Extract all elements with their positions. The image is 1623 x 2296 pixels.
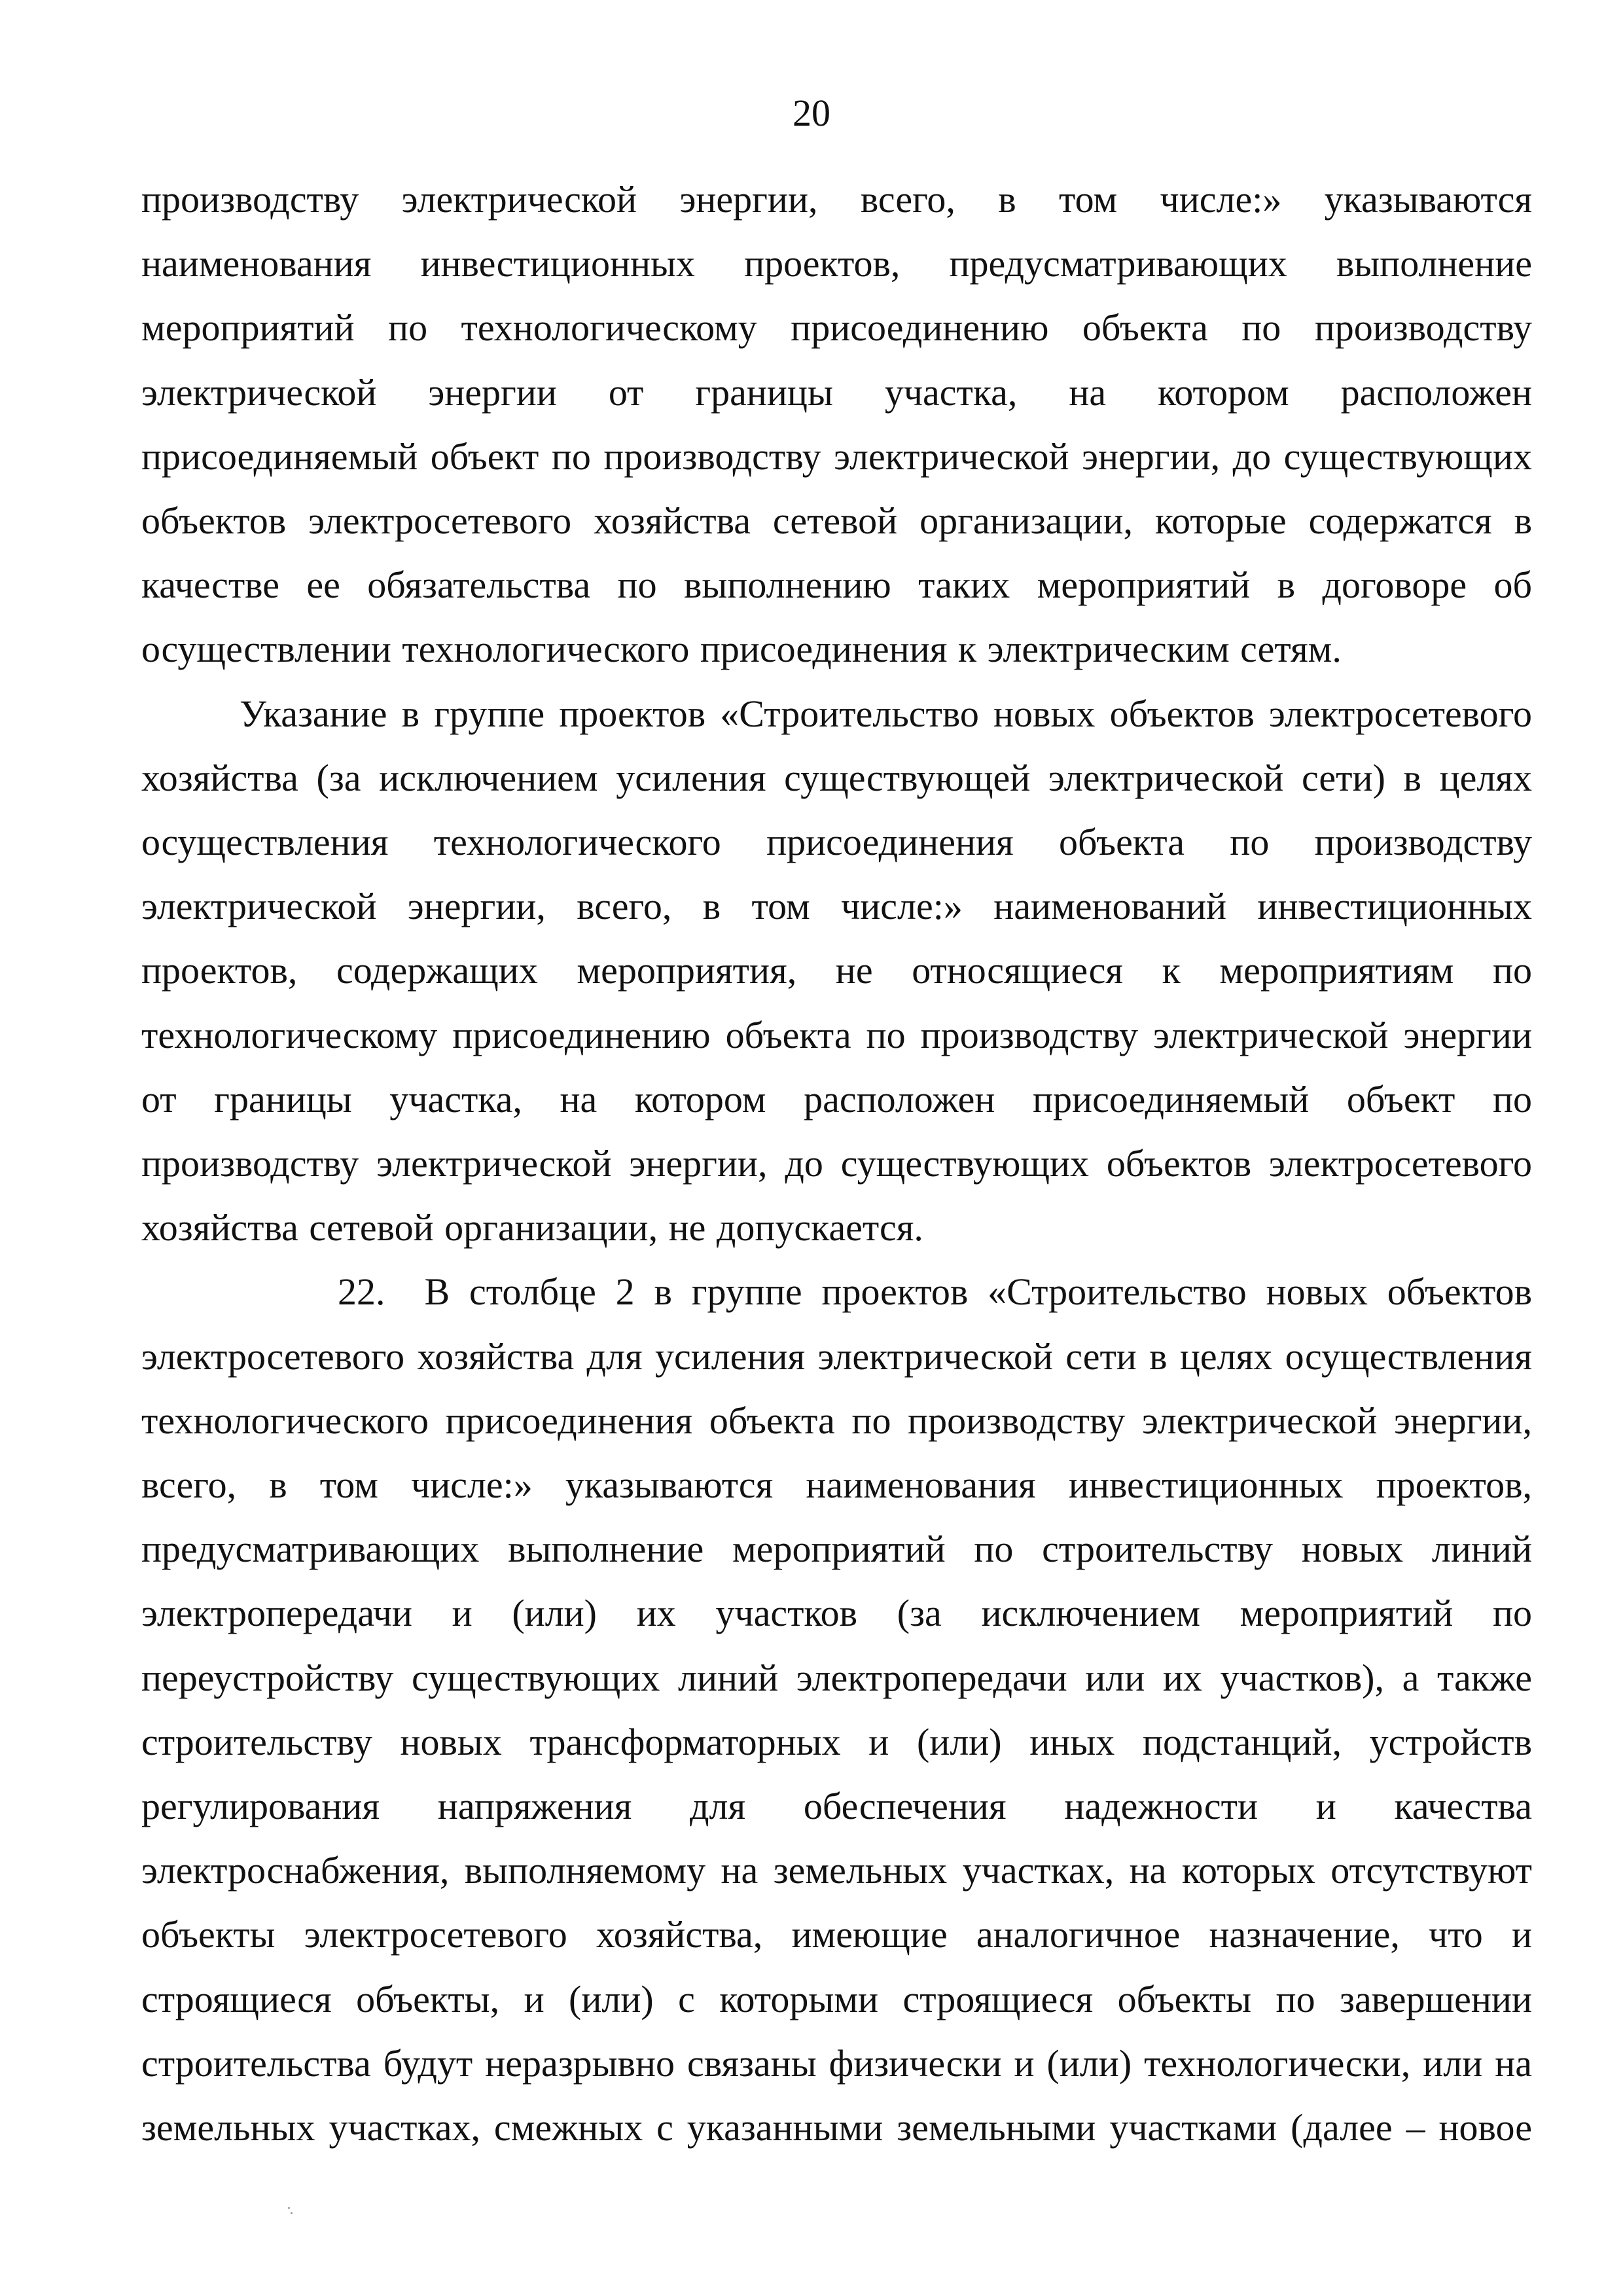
page-number: 20 <box>793 92 830 134</box>
paragraph-indication-rule: Указание в группе проектов «Строительство новых объектов электросетевого хозяйства (за исключением усиления существующей электрической сети) в целях осуществления технологического присоединения объекта по производству электрической энергии, всего, в том числе:» наименований инвестиционных проектов, содержащих мероприятия, не относящиеся к мероприятиям по технологическому присоединению объекта по производству электрической энергии от границы участка, на котором расположен присоединяемый объект по производству электрической энергии, до существующих объектов электросетевого хозяйства сетевой организации, не допускается. <box>141 692 1532 1249</box>
paragraph-number: 22. <box>338 1270 385 1314</box>
document-body <box>141 168 1532 2160</box>
paragraph-22 <box>141 1260 1532 2160</box>
paragraph-22-text: В столбце 2 в группе проектов «Строительство новых объектов электросетевого хозяйства для усиления электрической сети в целях осуществления технологического присоединения объекта по производству электрической энергии, всего, в том числе:» указываются наименования инвестиционных проектов, предусматривающих выполнение мероприятий по строительству новых линий электропередачи и (или) их участков (за исключением мероприятий по переустройству существующих линий электропередачи или их участков), а также строительству новых трансформаторных и (или) иных подстанций, устройств регулирования напряжения для обеспечения надежности и качества электроснабжения, выполняемому на земельных участках, на которых отсутствуют объекты электросетевого хозяйства, имеющие аналогичное назначение, что и строящиеся объекты, и (или) с которыми строящиеся объекты по завершении строительства будут неразрывно связаны физически и (или) технологически, или на земельных участках, смежных с указанными земельными участками (далее – новое <box>141 1270 1532 2149</box>
scan-specks <box>288 2207 293 2215</box>
paragraph-continuation: производству электрической энергии, всего, в том числе:» указываются наименования инвестиционных проектов, предусматривающих выполнение мероприятий по технологическому присоединению объекта по производству электрической энергии от границы участка, на котором расположен присоединяемый объект по производству электрической энергии, до существующих объектов электросетевого хозяйства сетевой организации, которые содержатся в качестве ее обязательства по выполнению таких мероприятий в договоре об осуществлении технологического присоединения к электрическим сетям. <box>141 178 1532 671</box>
